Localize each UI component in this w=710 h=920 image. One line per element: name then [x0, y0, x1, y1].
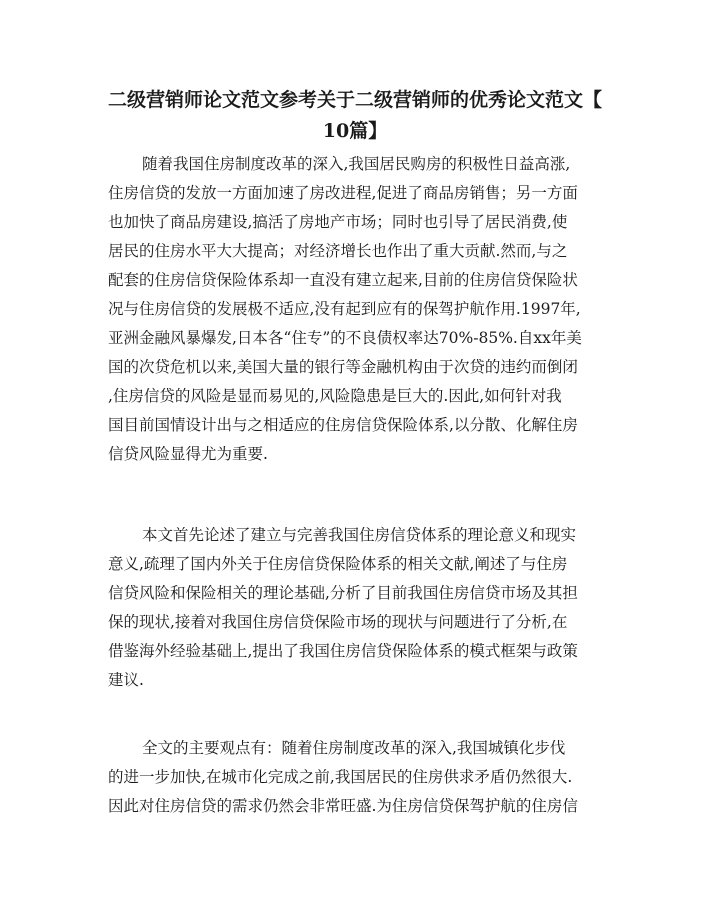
document-title-line-1: 二级营销师论文范文参考关于二级营销师的优秀论文范文【	[107, 89, 602, 111]
paragraph-line: 全文的主要观点有：随着住房制度改革的深入,我国城镇化步伐	[142, 739, 566, 757]
paragraph-line: 居民的住房水平大大提高；对经济增长也作出了重大贡献.然而,与之	[108, 242, 568, 260]
paragraph-line: 信贷风险和保险相关的理论基础,分析了目前我国住房信贷市场及其担	[108, 584, 578, 602]
document-title-line-2: 10篇】	[322, 120, 388, 142]
paragraph-line: 意义,疏理了国内外关于住房信贷保险体系的相关文献,阐述了与住房	[108, 555, 568, 573]
paragraph-2	[108, 521, 608, 695]
paragraph-line: 亚洲金融风暴爆发,日本各“住专”的不良债权率达70%-85%.自xx年美	[108, 329, 582, 347]
paragraph-line: 信贷风险显得尤为重要.	[108, 445, 268, 463]
paragraph-line: 国目前国情设计出与之相适应的住房信贷保险体系,以分散、化解住房	[108, 416, 578, 434]
paragraph-line: 保的现状,接着对我国住房信贷保险市场的现状与问题进行了分析,在	[108, 613, 568, 631]
paragraph-line: 配套的住房信贷保险体系却一直没有建立起来,目前的住房信贷保险状	[108, 271, 578, 289]
paragraph-line: 国的次贷危机以来,美国大量的银行等金融机构由于次贷的违约而倒闭	[108, 358, 578, 376]
paragraph-3	[108, 734, 608, 821]
paragraph-line: ,住房信贷的风险是显而易见的,风险隐患是巨大的.因此,如何针对我	[108, 387, 562, 405]
paragraph-line: 也加快了商品房建设,搞活了房地产市场；同时也引导了居民消费,使	[108, 213, 568, 231]
paragraph-line: 本文首先论述了建立与完善我国住房信贷体系的理论意义和现实	[142, 526, 577, 544]
paragraph-line: 因此对住房信贷的需求仍然会非常旺盛.为住房信贷保驾护航的住房信	[108, 797, 578, 815]
paragraph-line: 建议.	[108, 671, 144, 689]
paragraph-1	[108, 150, 608, 469]
paragraph-line: 随着我国住房制度改革的深入,我国居民购房的积极性日益高涨,	[142, 155, 571, 173]
paragraph-line: 况与住房信贷的发展极不适应,没有起到应有的保驾护航作用.1997年,	[108, 300, 581, 318]
paragraph-line: 借鉴海外经验基础上,提出了我国住房信贷保险体系的模式框架与政策	[108, 642, 578, 660]
paragraph-line: 的进一步加快,在城市化完成之前,我国居民的住房供求矛盾仍然很大.	[108, 768, 573, 786]
paragraph-line: 住房信贷的发放一方面加速了房改进程,促进了商品房销售；另一方面	[108, 184, 578, 202]
